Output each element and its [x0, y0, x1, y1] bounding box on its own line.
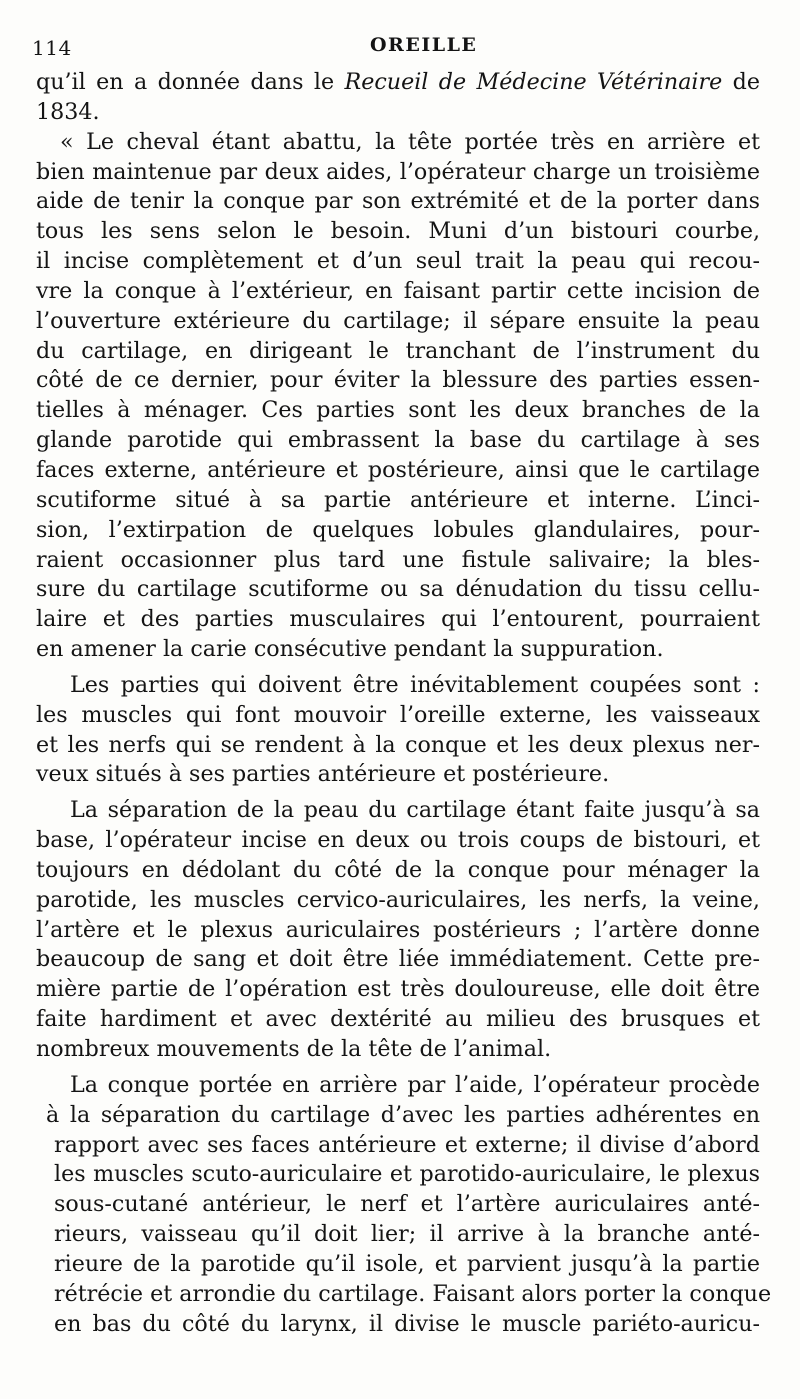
text-line: rapport avec ses faces antérieure et externe; il divise d’abord	[54, 1131, 760, 1158]
text-line: en amener la carie consécutive pendant la suppuration.	[36, 636, 664, 663]
text-line: à la séparation du cartilage d’avec les parties adhérentes en	[46, 1101, 760, 1128]
paragraph	[36, 796, 760, 1065]
text-line: parotide, les muscles cervico-auriculaires, les nerfs, la veine,	[36, 886, 760, 913]
text-line: tielles à ménager. Ces parties sont les deux branches de la	[36, 397, 760, 424]
text-line: il incise complètement et d’un seul trait la peau qui recou-	[36, 248, 760, 275]
text-line: tous les sens selon le besoin. Muni d’un bistouri courbe,	[36, 218, 760, 245]
text-line: toujours en dédolant du côté de la conque pour ménager la	[36, 856, 760, 883]
text-line: laire et des parties musculaires qui l’entourent, pourraient	[36, 606, 760, 633]
body-text	[36, 68, 772, 1339]
text-line: scutiforme situé à sa partie antérieure et interne. L’inci-	[36, 486, 760, 513]
text-line: glande parotide qui embrassent la base du cartilage à ses	[36, 427, 760, 454]
text-line: qu’il en a donnée dans le Recueil de Médecine Vétérinaire de	[36, 69, 760, 95]
text-line: rieurs, vaisseau qu’il doit lier; il arrive à la branche anté-	[54, 1221, 760, 1248]
page-number: 114	[32, 36, 72, 60]
text-line: l’artère et le plexus auriculaires postérieurs ; l’artère donne	[36, 916, 760, 943]
text-line: La séparation de la peau du cartilage étant faite jusqu’à sa	[70, 797, 760, 824]
text-line: veux situés à ses parties antérieure et postérieure.	[36, 761, 610, 788]
text-line: vre la conque à l’extérieur, en faisant partir cette incision de	[36, 277, 760, 304]
paragraph	[36, 671, 760, 790]
text-line: sous-cutané antérieur, le nerf et l’artère auriculaires anté-	[54, 1191, 760, 1218]
text-line: sion, l’extirpation de quelques lobules glandulaires, pour-	[36, 516, 760, 543]
text-line: raient occasionner plus tard une fistule salivaire; la bles-	[36, 546, 760, 573]
text-line: beaucoup de sang et doit être liée immédiatement. Cette pre-	[36, 946, 760, 973]
text-line: l’ouverture extérieure du cartilage; il sépare ensuite la peau	[36, 307, 760, 334]
text-line: côté de ce dernier, pour éviter la blessure des parties essen-	[36, 367, 760, 394]
text-line: et les nerfs qui se rendent à la conque et les deux plexus ner-	[36, 731, 760, 758]
text-line: La conque portée en arrière par l’aide, l’opérateur procède	[70, 1071, 760, 1098]
text-line: mière partie de l’opération est très douloureuse, elle doit être	[36, 976, 760, 1003]
text-line: faces externe, antérieure et postérieure, ainsi que le cartilage	[36, 456, 760, 483]
text-line: Les parties qui doivent être inévitablement coupées sont :	[70, 671, 760, 698]
text-line: faite hardiment et avec dextérité au milieu des brusques et	[36, 1006, 760, 1033]
text-line: du cartilage, en dirigeant le tranchant de l’instrument du	[36, 337, 760, 364]
text-line: rétrécie et arrondie du cartilage. Faisant alors porter la conque	[54, 1280, 772, 1307]
text-line: nombreux mouvements de la tête de l’animal.	[36, 1036, 552, 1062]
text-line: « Le cheval étant abattu, la tête portée très en arrière et	[60, 128, 760, 155]
journal-title: Recueil de Médecine Vétérinaire	[344, 69, 723, 95]
text-line: sure du cartilage scutiforme ou sa dénudation du tissu cellu-	[36, 576, 760, 603]
text-line: bien maintenue par deux aides, l’opérateur charge un troisième	[36, 158, 760, 185]
paragraph	[36, 128, 760, 665]
paragraph	[36, 1071, 772, 1340]
running-title: OREILLE	[370, 34, 478, 56]
page-header	[30, 30, 770, 64]
text-line: les muscles scuto-auriculaire et parotido-auriculaire, le plexus	[54, 1161, 760, 1188]
text-line: les muscles qui font mouvoir l’oreille externe, les vaisseaux	[36, 701, 760, 728]
paragraph	[36, 68, 760, 128]
text-line: en bas du côté du larynx, il divise le muscle pariéto-auricu-	[54, 1310, 760, 1337]
text-line: aide de tenir la conque par son extrémité et de la porter dans	[36, 188, 760, 215]
text-line: 1834.	[36, 98, 100, 125]
text-line: base, l’opérateur incise en deux ou trois coups de bistouri, et	[36, 827, 760, 854]
text-line: rieure de la parotide qu’il isole, et parvient jusqu’à la partie	[54, 1250, 760, 1277]
